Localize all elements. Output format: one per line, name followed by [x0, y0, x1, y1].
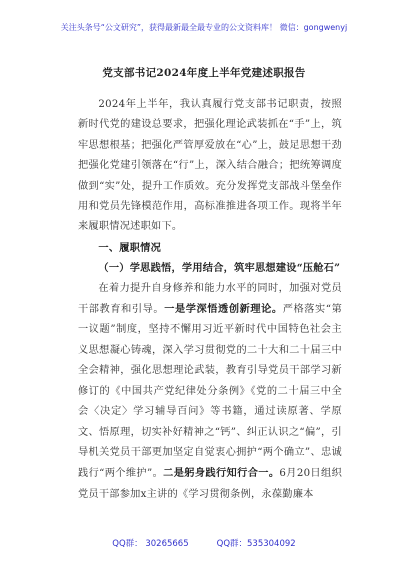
footer-qq-left: QQ群： 30265665 [112, 539, 189, 549]
document-title: 党支部书记2024年度上半年党建述职报告 [102, 67, 306, 79]
subsection-heading: （一）学思践悟，学用结合，筑牢思想建设“压舱石” [98, 262, 341, 275]
intro-paragraph: 2024年上半年，我认真履行党支部书记职责，按照新时代党的建设总要求，把强化理论武装抓在“手”上，筑牢思想根基；把强化严管厚爱放在“心”上，鼓足思想干劲把强化党建引领落在“行”上，深入结合融合；把统筹调度做到“实”处，提升工作质效。充分发挥党支部战斗堡垒作用和党员先锋模范作用，高标准推进各项工作。现将半年来履职情况述职如下。 [78, 99, 342, 233]
paragraph-text: 6月20日组织党员干部参加x主讲的《学习贯彻条例，永葆勤廉本 [78, 468, 343, 500]
document-body [78, 95, 342, 505]
bold-point-1: 一是学深悟透创新理论。 [164, 303, 283, 316]
bold-point-2: 二是躬身践行知行合一。 [163, 467, 280, 480]
section-heading: 一、履职情况 [98, 241, 162, 254]
promo-banner: 关注头条号“公文研究”，获得最新最全最专业的公文资料库！ 微信：gongwenyj [60, 23, 348, 32]
footer-contacts [0, 537, 408, 549]
footer-qq-right: QQ群：535304092 [216, 539, 296, 549]
paragraph-text: 严格落实“第一议题”制度，坚持不懈用习近平新时代中国特色社会主义思想凝心铸魂，深入学习贯彻党的二十大和二十届三中全会精神，强化思想理论武装，教育引导党员干部学习新修订的《中国共产党纪律处分条例》《党的二十届三中全会〈决定〉学习辅导百问》等书籍，通过读原著、学原文、悟原理，切实补好精神之“钙”、纠正认识之“偏”，引导机关党员干部更加坚定自觉衷心拥护“两个确立”、忠诚践行“两个维护”。 [78, 304, 343, 480]
body-paragraph [78, 279, 342, 505]
paragraph-text: 在着力提升自身修养和能力水平的同时，加强对党员干部教育和引导。 [78, 282, 342, 316]
